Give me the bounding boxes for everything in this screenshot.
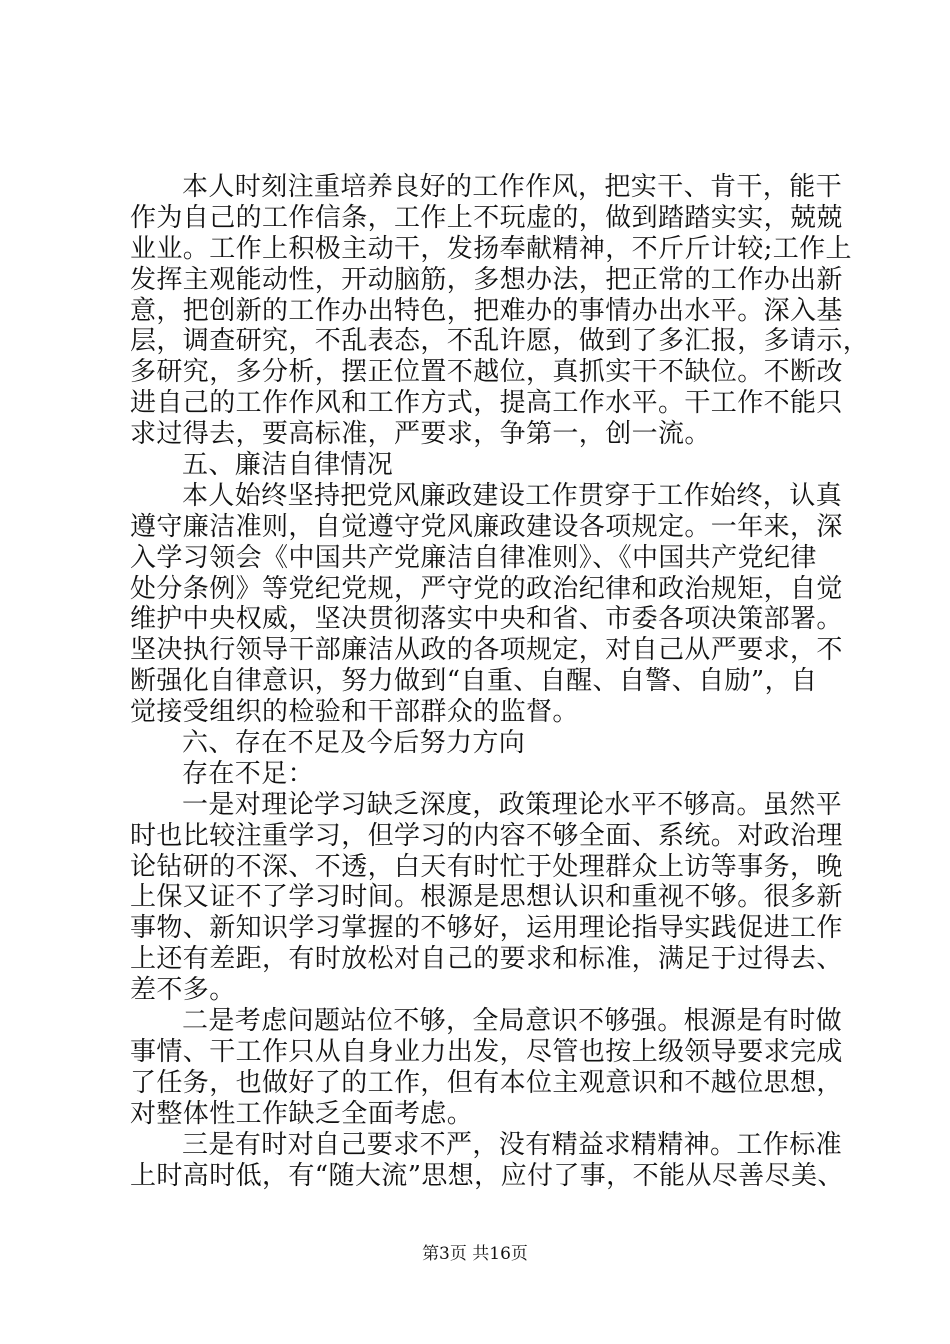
paragraph-line: 论钻研的不深、不透，白天有时忙于处理群众上访等事务，晚 — [130, 851, 843, 882]
paragraph-first-line: 本人时刻注重培养良好的工作作风，把实干、肯干，能干 — [182, 172, 843, 202]
paragraph-line: 作为自己的工作信条，工作上不玩虚的，做到踏踏实实，兢兢 — [130, 202, 843, 233]
paragraph-line: 多研究，多分析，摆正位置不越位，真抓实干不缺位。不断改 — [130, 357, 843, 388]
paragraph-line: 处分条例》等党纪党规，严守党的政治纪律和政治规矩，自觉 — [130, 573, 843, 604]
paragraph-line: 觉接受组织的检验和干部群众的监督。 — [130, 697, 579, 728]
paragraph-line: 时也比较注重学习，但学习的内容不够全面、系统。对政治理 — [130, 820, 843, 851]
paragraph-line: 求过得去，要高标准，严要求，争第一，创一流。 — [130, 419, 711, 450]
paragraph-line: 断强化自律意识，努力做到“自重、自醒、自警、自励”，自 — [130, 666, 818, 697]
paragraph-line: 了任务，也做好了的工作，但有本位主观意识和不越位思想， — [130, 1067, 843, 1098]
paragraph-first-line: 本人始终坚持把党风廉政建设工作贯穿于工作始终，认真 — [182, 480, 843, 511]
paragraph-line: 入学习领会《中国共产党廉洁自律准则》、《中国共产党纪律 — [130, 542, 817, 573]
page-number-footer: 第3页 共16页 — [422, 1244, 528, 1264]
document-body — [130, 172, 870, 1191]
paragraph-line: 业业。工作上积极主动干，发扬奉献精神，不斤斤计较;工作上 — [130, 233, 852, 264]
section-heading: 六、存在不足及今后努力方向 — [182, 728, 526, 759]
paragraph-line: 遵守廉洁准则，自觉遵守党风廉政建设各项规定。一年来，深 — [130, 511, 843, 542]
paragraph-line: 发挥主观能动性，开动脑筋，多想办法，把正常的工作办出新 — [130, 264, 843, 295]
subsection-label: 存在不足： — [182, 758, 315, 789]
paragraph-first-line: 三是有时对自己要求不严，没有精益求精精神。工作标准 — [182, 1129, 843, 1160]
paragraph-line: 对整体性工作缺乏全面考虑。 — [130, 1098, 474, 1129]
paragraph-line: 坚决执行领导干部廉洁从政的各项规定，对自己从严要求，不 — [130, 635, 843, 666]
paragraph-line: 差不多。 — [130, 975, 236, 1006]
paragraph-first-line: 一是对理论学习缺乏深度，政策理论水平不够高。虽然平 — [182, 789, 843, 820]
section-heading: 五、廉洁自律情况 — [182, 450, 394, 481]
paragraph-line: 上还有差距，有时放松对自己的要求和标准，满足于过得去、 — [130, 944, 843, 975]
paragraph-line: 层，调查研究，不乱表态，不乱许愿，做到了多汇报，多请示， — [130, 326, 870, 357]
paragraph-line: 维护中央权威，坚决贯彻落实中央和省、市委各项决策部署。 — [130, 604, 843, 635]
paragraph-line: 上保又证不了学习时间。根源是思想认识和重视不够。很多新 — [130, 882, 843, 913]
paragraph-first-line: 二是考虑问题站位不够，全局意识不够强。根源是有时做 — [182, 1006, 843, 1037]
paragraph-line: 事物、新知识学习掌握的不够好，运用理论指导实践促进工作 — [130, 913, 843, 944]
paragraph-line: 事情、干工作只从自身业力出发，尽管也按上级领导要求完成 — [130, 1036, 843, 1067]
paragraph-line: 上时高时低，有“随大流”思想，应付了事，不能从尽善尽美、 — [130, 1160, 844, 1191]
paragraph-line: 进自己的工作作风和工作方式，提高工作水平。干工作不能只 — [130, 388, 843, 419]
paragraph-line: 意，把创新的工作办出特色，把难办的事情办出水平。深入基 — [130, 295, 843, 326]
